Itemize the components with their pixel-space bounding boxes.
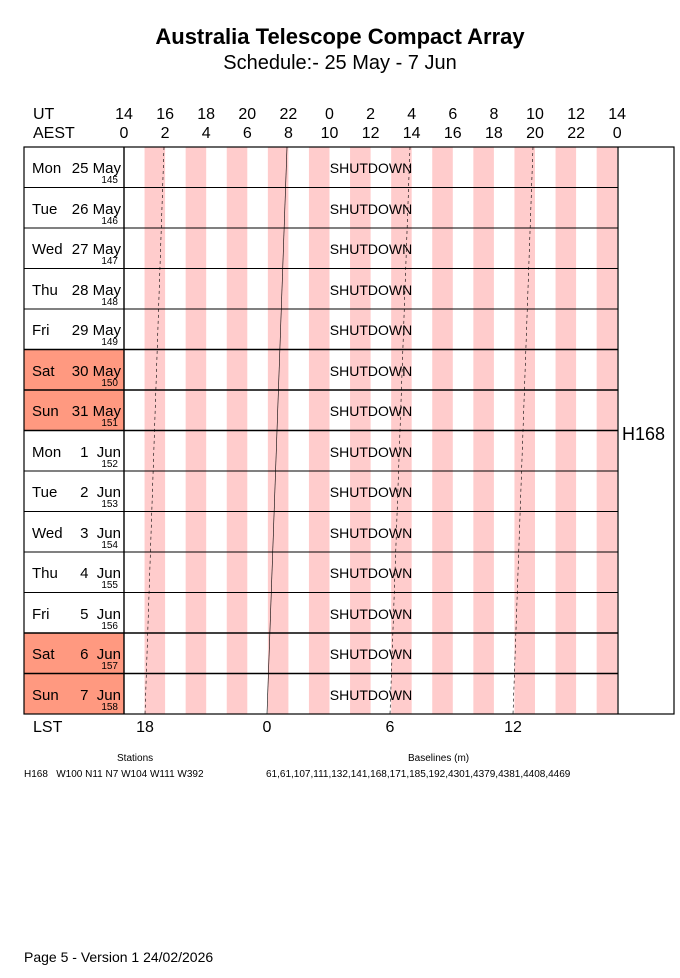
- day-date: 31 May: [71, 403, 121, 420]
- ut-tick-label: 4: [407, 106, 417, 123]
- day-date: 4 Jun: [80, 565, 121, 582]
- day-weekday: Sun: [32, 403, 59, 420]
- aest-tick-label: 20: [526, 125, 544, 142]
- day-date: 28 May: [71, 281, 121, 299]
- shutdown-label: SHUTDOWN: [329, 241, 413, 257]
- day-date: 2 Jun: [80, 484, 121, 501]
- aest-tick-label: 14: [402, 125, 421, 142]
- ut-tick-label: 10: [526, 106, 544, 123]
- day-date: 1 Jun: [80, 443, 121, 461]
- baselines-heading: Baselines (m): [408, 753, 470, 764]
- ut-tick-label: 8: [489, 106, 499, 123]
- stations-list: H168 W100 N11 N7 W104 W111 W392: [24, 769, 204, 780]
- shutdown-label: SHUTDOWN: [329, 160, 413, 176]
- day-date: 5 Jun: [80, 605, 121, 623]
- day-of-year: 157: [101, 661, 118, 672]
- array-config-label: H168: [622, 424, 666, 444]
- day-date: 30 May: [71, 362, 121, 380]
- aest-axis-label: AEST: [33, 125, 75, 142]
- aest-tick-label: 18: [484, 125, 503, 142]
- shutdown-label: SHUTDOWN: [329, 322, 413, 338]
- day-weekday: Sun: [32, 686, 59, 704]
- shutdown-label: SHUTDOWN: [329, 524, 413, 541]
- day-weekday: Tue: [32, 200, 58, 218]
- aest-tick-label: 12: [361, 125, 380, 142]
- ut-axis-label: UT: [33, 106, 55, 123]
- day-weekday: Sat: [32, 362, 55, 380]
- shutdown-label: SHUTDOWN: [329, 362, 413, 379]
- day-of-year: 145: [101, 175, 118, 186]
- day-date: 3 Jun: [80, 524, 121, 542]
- day-weekday: Fri: [32, 322, 50, 339]
- aest-tick-label: 10: [320, 125, 339, 142]
- day-of-year: 156: [101, 620, 118, 632]
- baselines-list: 61,61,107,111,132,141,168,171,185,192,4301,4379,4381,4408,4469: [266, 769, 571, 780]
- day-date: 6 Jun: [80, 646, 121, 663]
- shutdown-label: SHUTDOWN: [329, 200, 413, 217]
- aest-tick-label: 4: [201, 125, 211, 142]
- aest-tick-label: 0: [119, 125, 129, 142]
- lst-tick-label: 0: [262, 719, 272, 736]
- shutdown-label: SHUTDOWN: [329, 484, 413, 500]
- day-weekday: Wed: [32, 241, 63, 258]
- ut-tick-label: 22: [279, 106, 298, 123]
- ut-tick-label: 0: [325, 106, 334, 123]
- ut-tick-label: 16: [156, 106, 174, 123]
- day-of-year: 152: [101, 458, 118, 470]
- aest-tick-label: 2: [160, 125, 170, 142]
- day-of-year: 155: [101, 580, 118, 591]
- shutdown-label: SHUTDOWN: [329, 565, 413, 581]
- aest-tick-label: 8: [283, 125, 293, 142]
- aest-tick-label: 22: [567, 125, 585, 142]
- day-of-year: 147: [101, 256, 118, 267]
- lst-axis-label: LST: [33, 719, 63, 736]
- day-of-year: 153: [101, 499, 118, 510]
- day-date: 25 May: [71, 160, 121, 177]
- day-of-year: 150: [101, 377, 118, 389]
- day-date: 27 May: [71, 241, 121, 258]
- aest-tick-label: 16: [443, 125, 462, 142]
- day-weekday: Wed: [32, 524, 63, 542]
- lst-tick-label: 12: [504, 719, 522, 736]
- shutdown-label: SHUTDOWN: [329, 686, 413, 703]
- ut-tick-label: 14: [115, 106, 133, 123]
- day-weekday: Sat: [32, 646, 55, 663]
- aest-tick-label: 0: [612, 125, 622, 142]
- shutdown-label: SHUTDOWN: [329, 646, 413, 662]
- day-of-year: 151: [101, 418, 118, 429]
- ut-tick-label: 2: [366, 106, 376, 123]
- lst-tick-label: 6: [385, 719, 395, 736]
- day-weekday: Fri: [32, 605, 50, 623]
- shutdown-label: SHUTDOWN: [329, 605, 413, 622]
- day-of-year: 146: [101, 215, 118, 227]
- stations-heading: Stations: [117, 753, 154, 764]
- day-weekday: Mon: [32, 443, 62, 461]
- day-of-year: 149: [101, 337, 118, 348]
- day-weekday: Mon: [32, 160, 62, 177]
- day-of-year: 154: [101, 539, 118, 551]
- schedule-subtitle: Schedule:- 25 May - 7 Jun: [223, 52, 457, 74]
- day-date: 26 May: [71, 200, 121, 218]
- day-weekday: Thu: [32, 565, 58, 582]
- shutdown-label: SHUTDOWN: [329, 281, 413, 298]
- day-of-year: 148: [101, 296, 118, 308]
- day-of-year: 158: [101, 701, 118, 713]
- page-title: Australia Telescope Compact Array: [155, 24, 525, 49]
- day-weekday: Thu: [32, 281, 58, 299]
- aest-tick-label: 6: [242, 125, 252, 142]
- shutdown-label: SHUTDOWN: [329, 443, 413, 460]
- day-date: 29 May: [71, 322, 121, 339]
- lst-tick-label: 18: [136, 719, 154, 736]
- ut-tick-label: 12: [567, 106, 585, 123]
- day-date: 7 Jun: [80, 686, 121, 704]
- shutdown-label: SHUTDOWN: [329, 403, 413, 419]
- ut-tick-label: 18: [197, 106, 216, 123]
- ut-tick-label: 20: [238, 106, 257, 123]
- ut-tick-label: 14: [608, 106, 627, 123]
- ut-tick-label: 6: [448, 106, 458, 123]
- day-weekday: Tue: [32, 484, 58, 501]
- page-footer: Page 5 - Version 1 24/02/2026: [24, 949, 214, 965]
